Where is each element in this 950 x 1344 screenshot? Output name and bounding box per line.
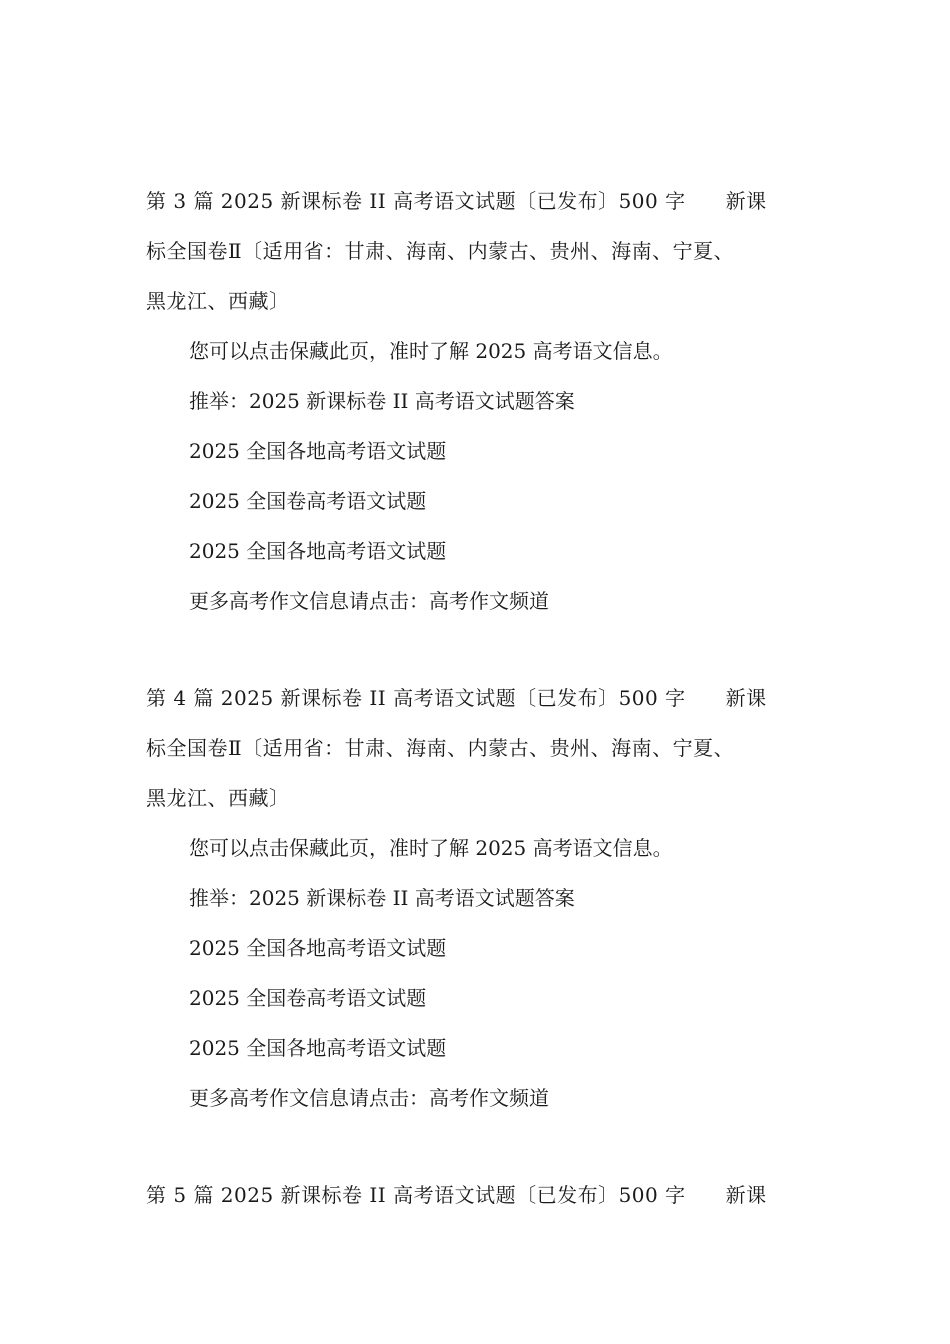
heading-tail: 新课: [725, 189, 767, 213]
body-paragraph: 2025 全国各地高考语文试题: [189, 539, 447, 563]
body-paragraph: 更多高考作文信息请点击：高考作文频道: [189, 1086, 549, 1110]
body-paragraph: 2025 全国各地高考语文试题: [189, 936, 447, 960]
body-paragraph: 2025 全国各地高考语文试题: [189, 1036, 447, 1060]
body-paragraph: 您可以点击保藏此页，准时了解 2025 高考语文信息。: [189, 836, 673, 860]
heading-continuation-line: 黑龙江、西藏〕: [146, 786, 290, 810]
body-paragraph: 2025 全国各地高考语文试题: [189, 439, 447, 463]
heading-text: 第 5 篇 2025 新课标卷 II 高考语文试题〔已发布〕500 字: [146, 1183, 686, 1207]
body-paragraph: 2025 全国卷高考语文试题: [189, 489, 427, 513]
body-paragraph: 推举：2025 新课标卷 II 高考语文试题答案: [189, 886, 575, 910]
article-section-4: [146, 673, 810, 1123]
article-section-5: [146, 1170, 810, 1220]
heading-tail: 新课: [725, 1183, 767, 1207]
body-paragraph: 您可以点击保藏此页，准时了解 2025 高考语文信息。: [189, 339, 673, 363]
heading-continuation-line: 标全国卷Ⅱ〔适用省：甘肃、海南、内蒙古、贵州、海南、宁夏、: [146, 239, 735, 263]
body-paragraph: 更多高考作文信息请点击：高考作文频道: [189, 589, 549, 613]
section-heading: [146, 1170, 810, 1220]
heading-text: 第 3 篇 2025 新课标卷 II 高考语文试题〔已发布〕500 字: [146, 189, 686, 213]
article-section-3: [146, 176, 810, 626]
section-heading: [146, 673, 810, 723]
body-paragraph: 2025 全国卷高考语文试题: [189, 986, 427, 1010]
heading-continuation-line: 标全国卷Ⅱ〔适用省：甘肃、海南、内蒙古、贵州、海南、宁夏、: [146, 736, 735, 760]
section-heading: [146, 176, 810, 226]
heading-continuation-line: 黑龙江、西藏〕: [146, 289, 290, 313]
heading-text: 第 4 篇 2025 新课标卷 II 高考语文试题〔已发布〕500 字: [146, 686, 686, 710]
body-paragraph: 推举：2025 新课标卷 II 高考语文试题答案: [189, 389, 575, 413]
heading-tail: 新课: [725, 686, 767, 710]
